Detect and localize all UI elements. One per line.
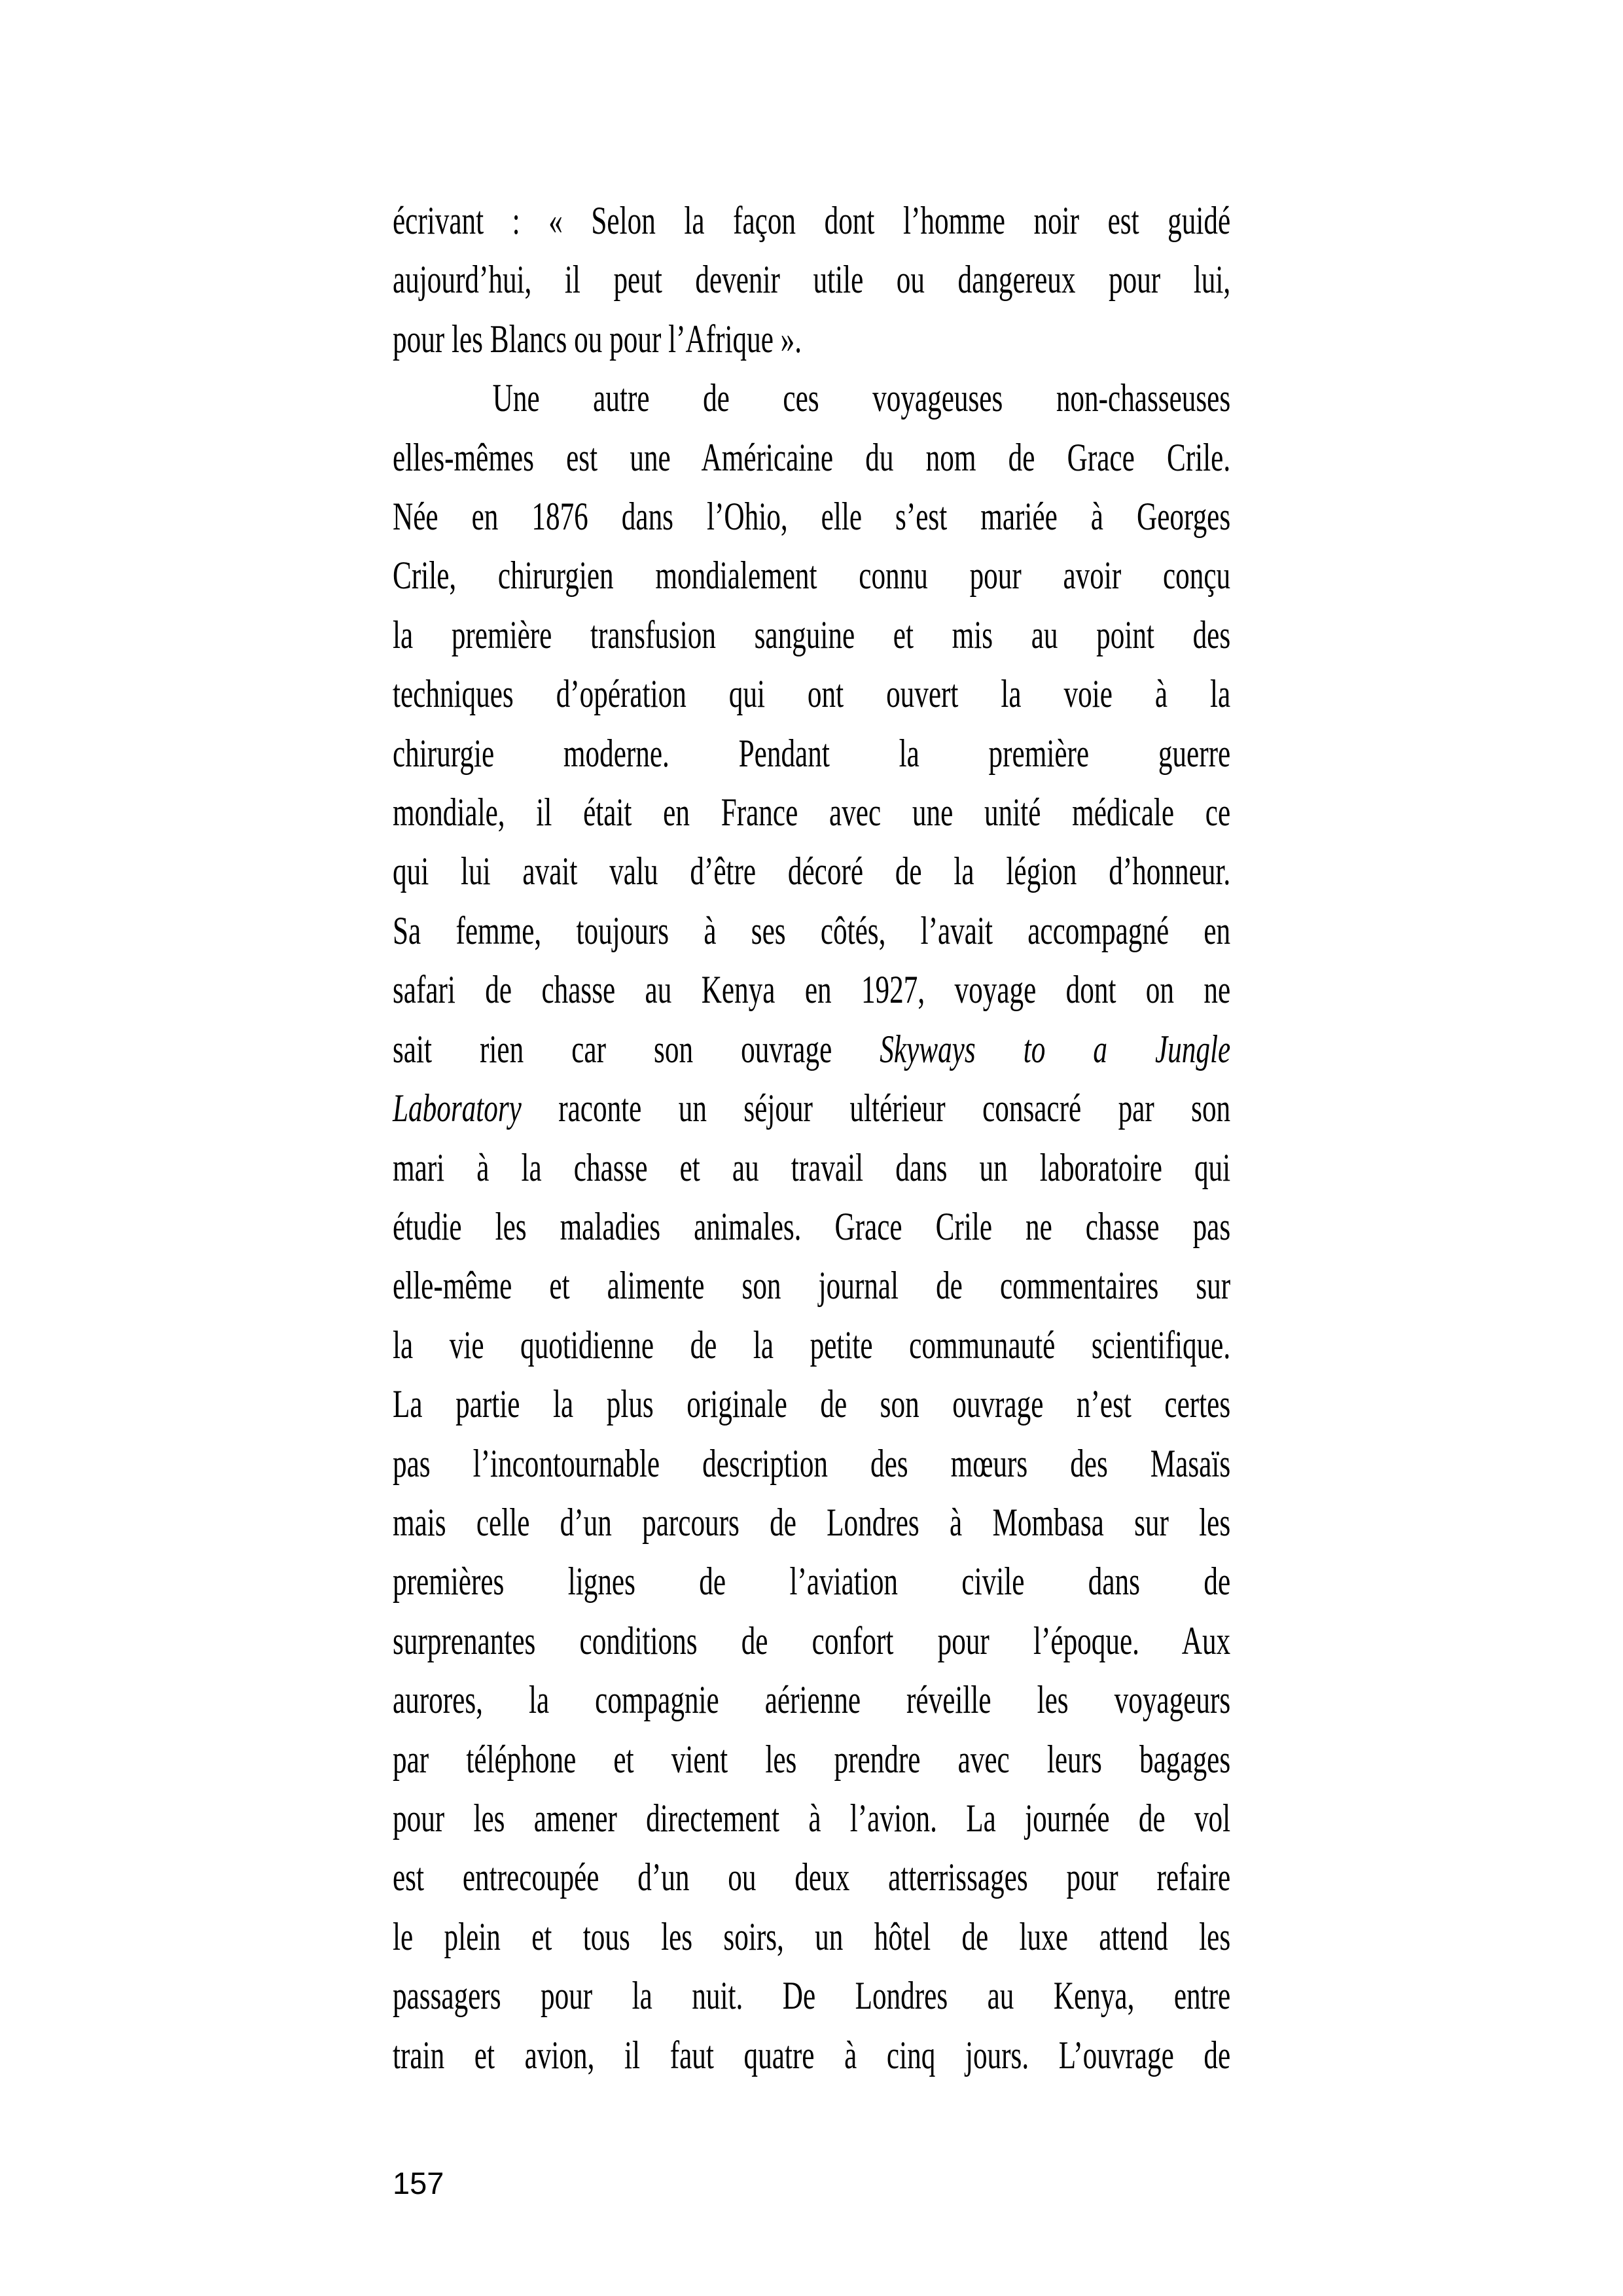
text-line bbox=[393, 724, 1230, 783]
text-line bbox=[393, 901, 1230, 960]
text-line bbox=[393, 1493, 1230, 1552]
text-line bbox=[393, 664, 1230, 723]
text-run: qui lui avait valu d’être décoré de la légion d’honneur. bbox=[393, 850, 1231, 893]
book-title-italic: Laboratory bbox=[393, 1086, 522, 1130]
text-line bbox=[393, 783, 1230, 842]
text-run: Sa femme, toujours à ses côtés, l’avait accompagné en bbox=[393, 908, 1231, 952]
text-line bbox=[393, 191, 1230, 250]
text-line bbox=[393, 546, 1230, 605]
text-run: pour les Blancs ou pour l’Afrique ». bbox=[393, 317, 802, 361]
text-line bbox=[393, 487, 1230, 546]
text-run: sait rien car son ouvrage bbox=[393, 1027, 880, 1071]
text-line bbox=[393, 1138, 1230, 1197]
text-run: mari à la chasse et au travail dans un laboratoire qui bbox=[393, 1145, 1231, 1189]
text-line bbox=[393, 1552, 1230, 1611]
text-run: Née en 1876 dans l’Ohio, elle s’est mariée à Georges bbox=[393, 495, 1231, 539]
text-line bbox=[393, 1020, 1230, 1079]
text-run: étudie les maladies animales. Grace Crile ne chasse pas bbox=[393, 1204, 1231, 1248]
text-run: chirurgie moderne. Pendant la première guerre bbox=[393, 731, 1231, 775]
text-run: la première transfusion sanguine et mis au point des bbox=[393, 613, 1231, 656]
text-line bbox=[393, 1256, 1230, 1315]
body-text bbox=[393, 191, 1230, 2085]
text-line bbox=[393, 605, 1230, 664]
text-run: raconte un séjour ultérieur consacré par son bbox=[521, 1086, 1231, 1130]
text-run: pas l’incontournable description des mœurs des Masaïs bbox=[393, 1441, 1231, 1485]
text-line bbox=[393, 1848, 1230, 1907]
text-line bbox=[393, 1611, 1230, 1670]
text-line bbox=[393, 1730, 1230, 1789]
text-line bbox=[393, 1670, 1230, 1729]
text-run: aurores, la compagnie aérienne réveille les voyageurs bbox=[393, 1678, 1231, 1722]
text-run: La partie la plus originale de son ouvrage n’est certes bbox=[393, 1382, 1231, 1426]
text-run: mais celle d’un parcours de Londres à Mombasa sur les bbox=[393, 1500, 1231, 1544]
text-run: la vie quotidienne de la petite communauté scientifique. bbox=[393, 1323, 1231, 1367]
text-line bbox=[393, 1434, 1230, 1493]
text-line bbox=[393, 1197, 1230, 1256]
text-run: pour les amener directement à l’avion. La journée de vol bbox=[393, 1796, 1231, 1840]
text-line bbox=[393, 428, 1230, 487]
text-run: safari de chasse au Kenya en 1927, voyage dont on ne bbox=[393, 968, 1231, 1012]
text-run: premières lignes de l’aviation civile dans de bbox=[393, 1560, 1231, 1604]
page-number: 157 bbox=[393, 2166, 444, 2200]
text-line bbox=[393, 368, 1230, 427]
text-run: elles-mêmes est une Américaine du nom de Grace Crile. bbox=[393, 435, 1231, 479]
text-run: mondiale, il était en France avec une unité médicale ce bbox=[393, 791, 1231, 834]
text-line bbox=[393, 2026, 1230, 2085]
text-line bbox=[393, 1079, 1230, 1138]
text-run: par téléphone et vient les prendre avec leurs bagages bbox=[393, 1737, 1231, 1781]
text-run: elle-même et alimente son journal de commentaires sur bbox=[393, 1264, 1231, 1308]
text-run: passagers pour la nuit. De Londres au Kenya, entre bbox=[393, 1974, 1231, 2018]
text-run: est entrecoupée d’un ou deux atterrissages pour refaire bbox=[393, 1856, 1231, 1899]
text-run: surprenantes conditions de confort pour l’époque. Aux bbox=[393, 1619, 1231, 1662]
text-line bbox=[393, 1374, 1230, 1433]
text-line bbox=[393, 960, 1230, 1019]
text-line bbox=[393, 1316, 1230, 1374]
text-run: écrivant : « Selon la façon dont l’homme noir est guidé bbox=[393, 199, 1231, 242]
text-line bbox=[393, 1966, 1230, 2025]
text-run: aujourd’hui, il peut devenir utile ou dangereux pour lui, bbox=[393, 258, 1231, 302]
text-line bbox=[393, 310, 1230, 368]
book-title-italic: Skyways to a Jungle bbox=[880, 1027, 1231, 1071]
text-line bbox=[393, 1789, 1230, 1848]
text-run: techniques d’opération qui ont ouvert la voie à la bbox=[393, 672, 1231, 716]
text-run: Une autre de ces voyageuses non-chasseuses bbox=[492, 376, 1231, 420]
text-line bbox=[393, 250, 1230, 309]
text-line bbox=[393, 1907, 1230, 1966]
text-run: train et avion, il faut quatre à cinq jours. L’ouvrage de bbox=[393, 2033, 1231, 2077]
text-run: Crile, chirurgien mondialement connu pour avoir conçu bbox=[393, 554, 1231, 598]
text-run: le plein et tous les soirs, un hôtel de luxe attend les bbox=[393, 1914, 1231, 1958]
text-line bbox=[393, 842, 1230, 901]
